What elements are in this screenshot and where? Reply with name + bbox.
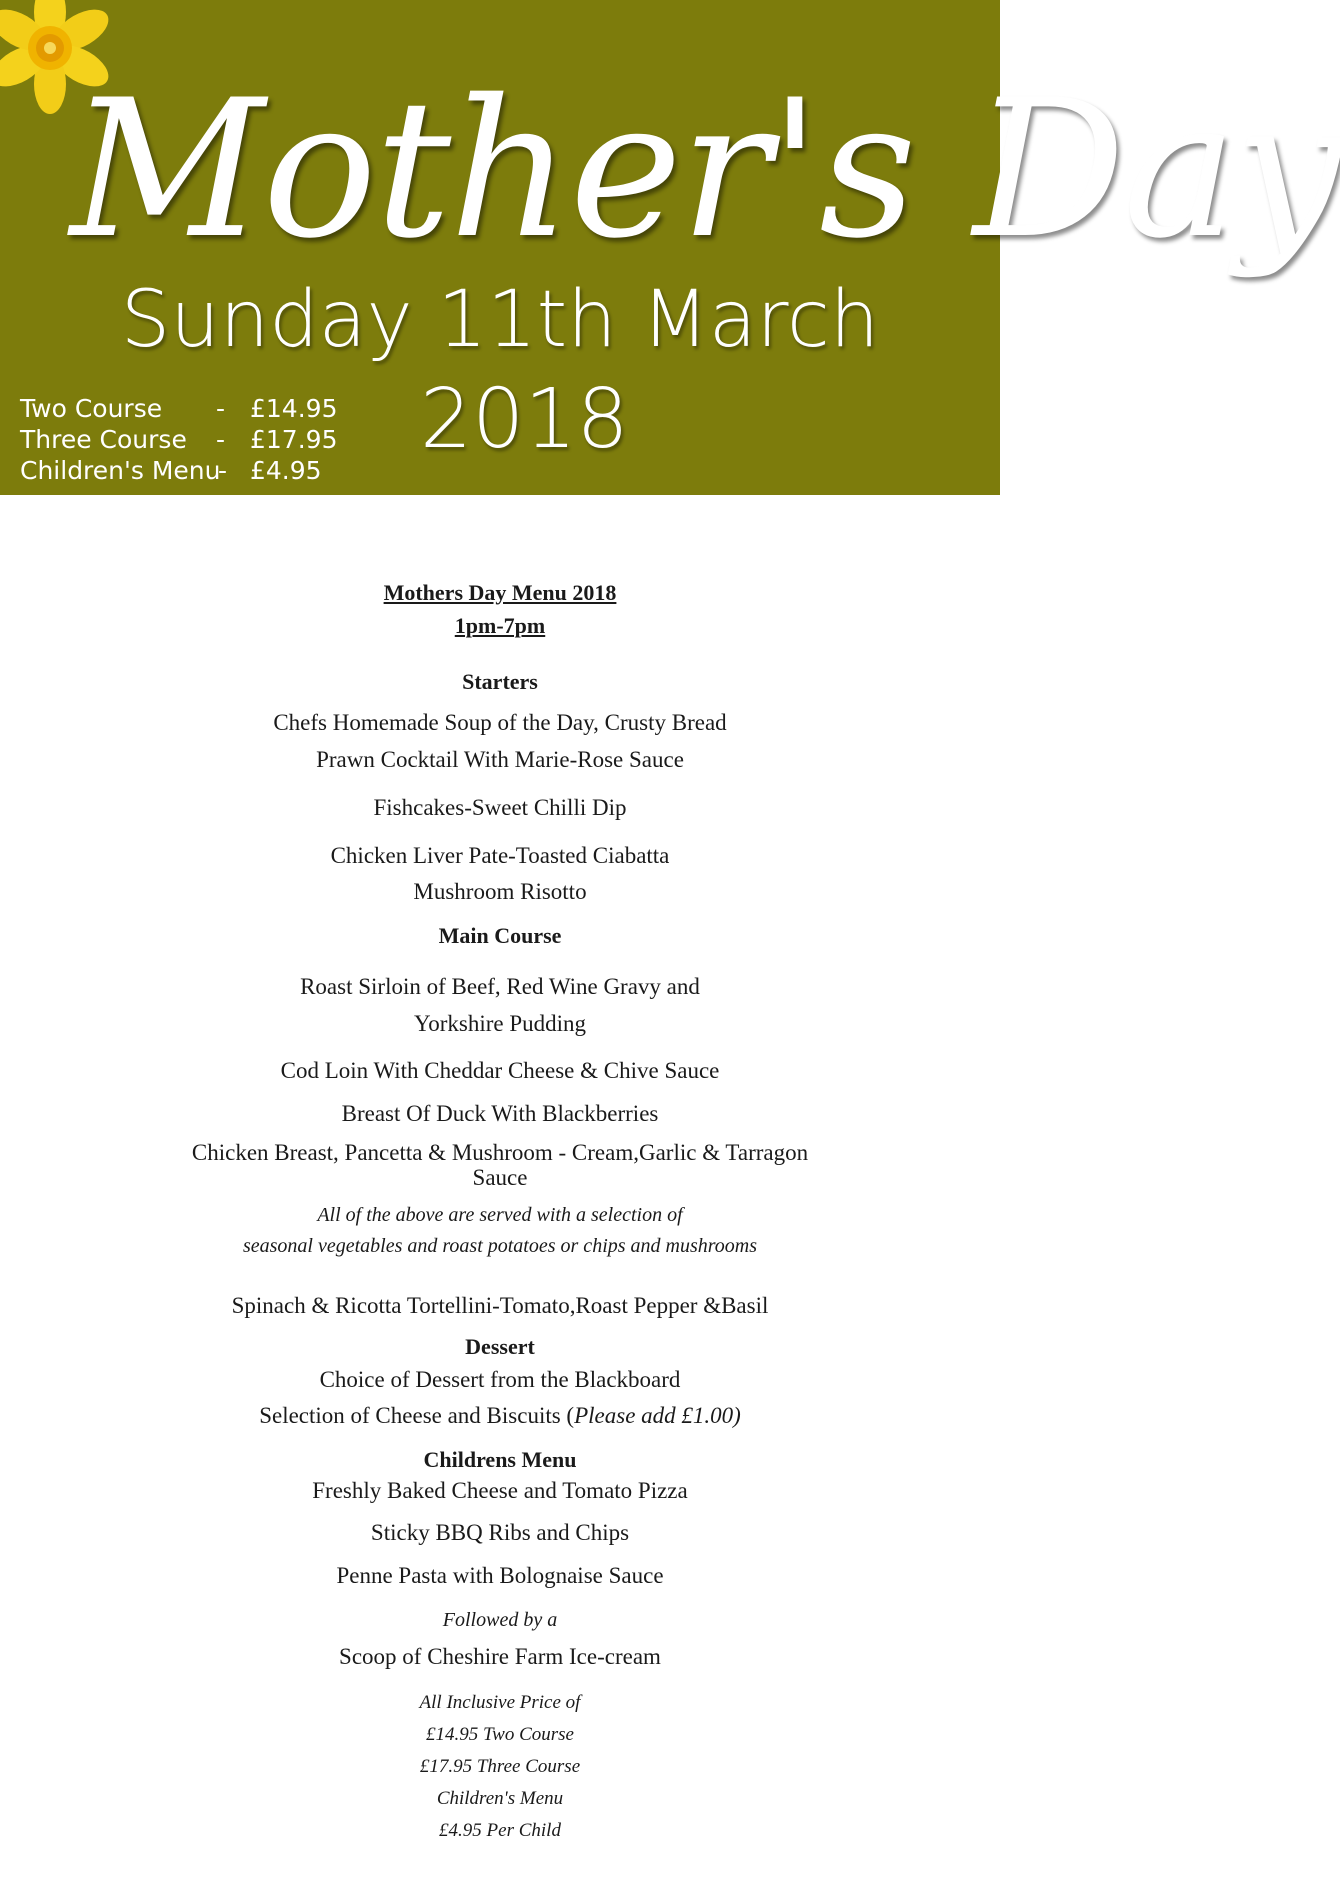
price-list [20,393,340,486]
price-value: £17.95 [250,425,338,454]
menu-item: Breast Of Duck With Blackberries [341,1101,659,1126]
price-value: £4.95 [250,456,322,485]
dessert-heading: Dessert [465,1334,535,1359]
menu-sheet [0,495,1000,1888]
price-row-childrens-menu [20,455,340,486]
childrens-menu-heading: Childrens Menu [423,1447,577,1472]
menu-item: Chicken Breast, Pancetta & Mushroom - Cream,Garlic & Tarragon [191,1140,809,1165]
menu-title: Mothers Day Menu 2018 [383,580,617,605]
menu-item-cheese [0,1401,1000,1431]
menu-item: Fishcakes-Sweet Chilli Dip [373,795,627,820]
price-label: Children's Menu [20,456,221,485]
menu-item: Mushroom Risotto [413,879,587,904]
cheese-text: Selection of Cheese and Biscuits ( [259,1403,575,1428]
starters-heading: Starters [462,669,538,694]
menu-item: Roast Sirloin of Beef, Red Wine Gravy and [300,974,700,999]
menu-item: Sauce [472,1165,528,1190]
menu-item: Cod Loin With Cheddar Cheese & Chive Sauce [280,1058,720,1083]
price-dash: - [218,456,228,485]
banner-year: 2018 [420,372,629,467]
menu-item: Sticky BBQ Ribs and Chips [370,1520,630,1545]
banner [0,0,1340,495]
price-label: Three Course [20,425,187,454]
menu-time: 1pm-7pm [454,613,546,638]
price-row-two-course [20,393,340,424]
menu-item: Scoop of Cheshire Farm Ice-cream [339,1644,661,1669]
menu-item: Prawn Cocktail With Marie-Rose Sauce [316,747,684,772]
menu-item: Chefs Homemade Soup of the Day, Crusty Bread [273,710,727,735]
menu-item: Penne Pasta with Bolognaise Sauce [336,1563,664,1588]
cheese-price-note: Please add £1.00) [574,1403,741,1428]
menu-item-vegetarian: Spinach & Ricotta Tortellini-Tomato,Roast Pepper &Basil [231,1293,769,1318]
pricing-footer-line: £17.95 Three Course [419,1756,581,1777]
main-course-note: seasonal vegetables and roast potatoes or chips and mushrooms [242,1235,758,1257]
pricing-footer-line: All Inclusive Price of [419,1692,581,1713]
menu-item: Chicken Liver Pate-Toasted Ciabatta [330,843,670,868]
price-dash: - [216,394,226,423]
main-course-heading: Main Course [438,923,562,948]
banner-title: Mother's Day [70,59,1340,280]
childrens-followed-by: Followed by a [442,1609,558,1631]
menu-item: Choice of Dessert from the Blackboard [319,1367,681,1392]
pricing-footer-line: £4.95 Per Child [439,1820,561,1841]
price-dash: - [216,425,226,454]
price-row-three-course [20,424,340,455]
banner-date: Sunday 11th March [120,275,880,365]
price-value: £14.95 [250,394,338,423]
pricing-footer-line: Children's Menu [436,1788,564,1809]
menu-item: Freshly Baked Cheese and Tomato Pizza [312,1478,688,1503]
main-course-note: All of the above are served with a selection of [317,1204,683,1226]
price-label: Two Course [20,394,163,423]
menu-item: Yorkshire Pudding [413,1011,587,1036]
pricing-footer-line: £14.95 Two Course [426,1724,574,1745]
